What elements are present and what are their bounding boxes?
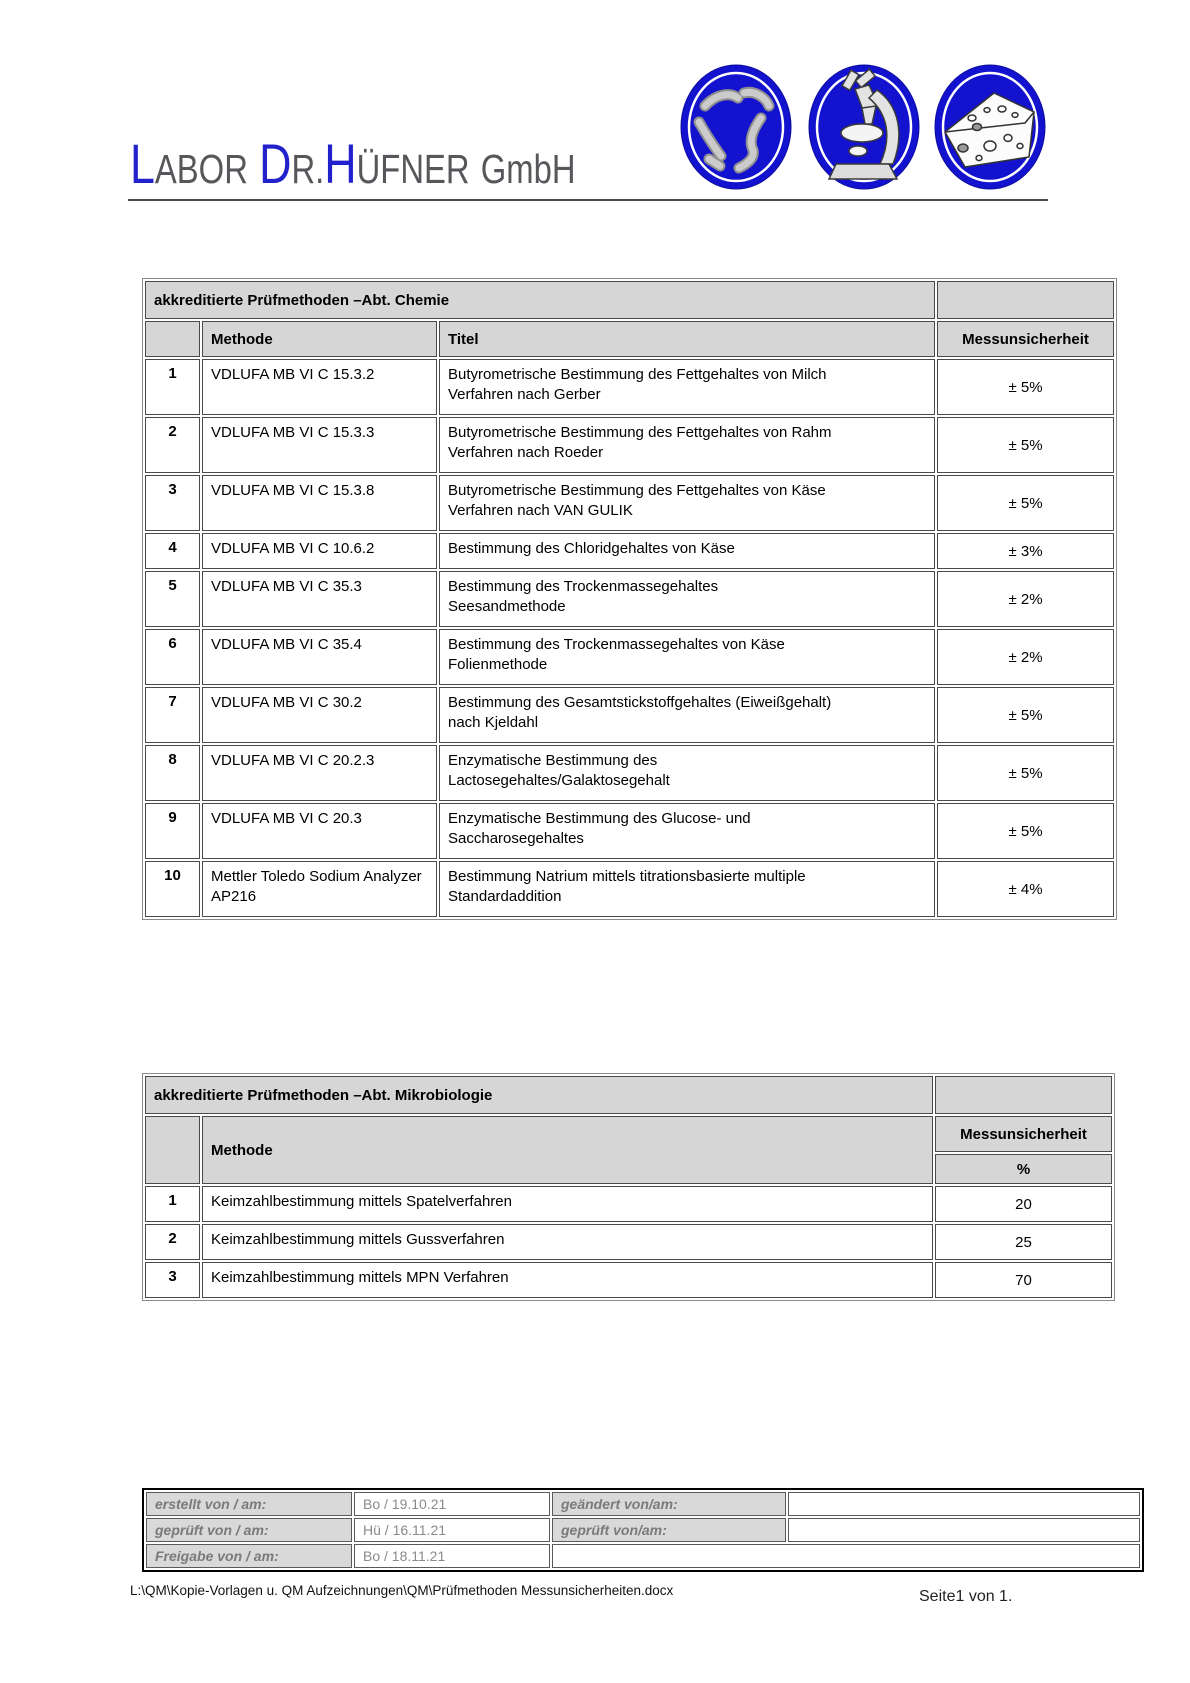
approval-row [146, 1518, 1140, 1542]
table-row [145, 861, 1114, 917]
chemie-table [142, 278, 1117, 920]
title-cell [439, 417, 935, 473]
unit-header: % [935, 1154, 1112, 1184]
title-cell [439, 629, 935, 685]
bacteria-icon [678, 62, 794, 192]
row-number: 10 [145, 861, 200, 917]
title-line: Verfahren nach Gerber [448, 386, 601, 404]
title-line: Bestimmung Natrium mittels titrationsbasierte multiple [448, 868, 806, 885]
title-line: Bestimmung des Trockenmassegehaltes [448, 578, 719, 595]
row-number: 4 [145, 533, 200, 569]
logo-letter: D [259, 132, 292, 195]
uncertainty-cell: ± 5% [937, 803, 1114, 859]
title-line: Bestimmung des Chloridgehaltes von Käse [448, 540, 735, 557]
row-number: 6 [145, 629, 200, 685]
logo-text [130, 132, 576, 195]
approval-value [788, 1518, 1140, 1542]
uncertainty-cell: ± 5% [937, 475, 1114, 531]
mikrobiologie-table [142, 1073, 1115, 1301]
approval-value: Bo / 19.10.21 [354, 1492, 550, 1516]
row-number: 5 [145, 571, 200, 627]
logo-word: R. [291, 146, 325, 192]
title-cell [439, 475, 935, 531]
table-row [145, 687, 1114, 743]
row-number: 1 [145, 359, 200, 415]
method-cell: VDLUFA MB VI C 35.3 [202, 571, 437, 627]
title-cell [439, 533, 935, 569]
table-title-row [145, 1076, 1112, 1114]
title-cell [439, 745, 935, 801]
header-rule [128, 199, 1048, 201]
title-line: Seesandmethode [448, 598, 566, 616]
method-cell: Keimzahlbestimmung mittels Spatelverfahren [202, 1186, 933, 1222]
title-cell [439, 359, 935, 415]
uncertainty-cell: 70 [935, 1262, 1112, 1298]
approval-row [146, 1544, 1140, 1568]
title-line: Butyrometrische Bestimmung des Fettgehaltes von Milch [448, 366, 827, 383]
title-line: nach Kjeldahl [448, 714, 539, 732]
approval-value [788, 1492, 1140, 1516]
logo-letter: H [324, 132, 357, 195]
table-row [145, 417, 1114, 473]
uncertainty-cell: ± 3% [937, 533, 1114, 569]
title-line: Verfahren nach VAN GULIK [448, 502, 633, 520]
uncertainty-cell: ± 2% [937, 571, 1114, 627]
table-title: akkreditierte Prüfmethoden –Abt. Mikrobiologie [145, 1076, 933, 1114]
title-line: Enzymatische Bestimmung des Glucose- und [448, 810, 751, 827]
microscope-icon [806, 62, 922, 192]
method-cell: VDLUFA MB VI C 15.3.8 [202, 475, 437, 531]
row-number: 3 [145, 475, 200, 531]
method-cell: VDLUFA MB VI C 35.4 [202, 629, 437, 685]
uncertainty-cell: 20 [935, 1186, 1112, 1222]
table-row [145, 629, 1114, 685]
approval-row [146, 1492, 1140, 1516]
title-cell [439, 803, 935, 859]
uncertainty-cell: 25 [935, 1224, 1112, 1260]
approval-table [142, 1488, 1144, 1572]
table-row [145, 1262, 1112, 1298]
cheese-icon [932, 62, 1048, 192]
table-row [145, 533, 1114, 569]
title-line: Enzymatische Bestimmung des [448, 752, 658, 769]
messunsicherheit-column-header: Messunsicherheit [935, 1116, 1112, 1152]
table-row [145, 571, 1114, 627]
table-header-row [145, 321, 1114, 357]
table-row [145, 1186, 1112, 1222]
table-row [145, 745, 1114, 801]
approval-value: Hü / 16.11.21 [354, 1518, 550, 1542]
logo-word: ABOR [154, 146, 248, 192]
approval-value: Bo / 18.11.21 [354, 1544, 550, 1568]
table-row [145, 359, 1114, 415]
method-cell: VDLUFA MB VI C 10.6.2 [202, 533, 437, 569]
page-number: Seite1 von 1. [919, 1588, 1013, 1605]
logo-letter: L [130, 132, 155, 195]
uncertainty-cell: ± 2% [937, 629, 1114, 685]
approval-value [552, 1544, 1140, 1568]
uncertainty-cell: ± 5% [937, 359, 1114, 415]
approval-label: erstellt von / am: [146, 1492, 352, 1516]
table-row [145, 475, 1114, 531]
title-line: Saccharosegehaltes [448, 830, 584, 848]
method-cell: Keimzahlbestimmung mittels Gussverfahren [202, 1224, 933, 1260]
title-line: Bestimmung des Gesamtstickstoffgehaltes (Eiweißgehalt) [448, 694, 832, 711]
methode-column-header: Methode [202, 321, 437, 357]
row-number: 9 [145, 803, 200, 859]
number-column-header [145, 321, 200, 357]
title-line: Standardaddition [448, 888, 562, 906]
method-cell: Mettler Toledo Sodium Analyzer AP216 [202, 861, 437, 917]
file-path: L:\QM\Kopie-Vorlagen u. QM Aufzeichnungen\QM\Prüfmethoden Messunsicherheiten.docx [130, 1583, 674, 1598]
table-title-row [145, 281, 1114, 319]
uncertainty-cell: ± 5% [937, 417, 1114, 473]
approval-label: Freigabe von / am: [146, 1544, 352, 1568]
table-title-spacer [935, 1076, 1112, 1114]
row-number: 2 [145, 1224, 200, 1260]
table-header-row [145, 1116, 1112, 1152]
row-number: 2 [145, 417, 200, 473]
title-cell [439, 571, 935, 627]
approval-label: geprüft von / am: [146, 1518, 352, 1542]
uncertainty-cell: ± 5% [937, 745, 1114, 801]
titel-column-header: Titel [439, 321, 935, 357]
table-row [145, 803, 1114, 859]
title-line: Butyrometrische Bestimmung des Fettgehaltes von Rahm [448, 424, 832, 441]
approval-label: geändert von/am: [552, 1492, 786, 1516]
method-cell: VDLUFA MB VI C 20.3 [202, 803, 437, 859]
row-number: 3 [145, 1262, 200, 1298]
approval-label: geprüft von/am: [552, 1518, 786, 1542]
logo-word: ÜFNER [356, 146, 470, 192]
logo-suffix: GmbH [480, 146, 576, 192]
title-cell [439, 687, 935, 743]
number-column-header [145, 1116, 200, 1184]
uncertainty-cell: ± 5% [937, 687, 1114, 743]
title-cell [439, 861, 935, 917]
table-title-spacer [937, 281, 1114, 319]
table-title: akkreditierte Prüfmethoden –Abt. Chemie [145, 281, 935, 319]
row-number: 8 [145, 745, 200, 801]
method-cell: Keimzahlbestimmung mittels MPN Verfahren [202, 1262, 933, 1298]
table-row [145, 1224, 1112, 1260]
title-line: Butyrometrische Bestimmung des Fettgehaltes von Käse [448, 482, 826, 499]
method-cell: VDLUFA MB VI C 20.2.3 [202, 745, 437, 801]
title-line: Folienmethode [448, 656, 548, 674]
uncertainty-cell: ± 4% [937, 861, 1114, 917]
method-cell: VDLUFA MB VI C 15.3.3 [202, 417, 437, 473]
row-number: 1 [145, 1186, 200, 1222]
title-line: Lactosegehaltes/Galaktosegehalt [448, 772, 670, 790]
title-line: Bestimmung des Trockenmassegehaltes von Käse [448, 636, 785, 653]
messunsicherheit-column-header: Messunsicherheit [937, 321, 1114, 357]
title-line: Verfahren nach Roeder [448, 444, 604, 462]
method-cell: VDLUFA MB VI C 15.3.2 [202, 359, 437, 415]
method-cell: VDLUFA MB VI C 30.2 [202, 687, 437, 743]
row-number: 7 [145, 687, 200, 743]
methode-column-header: Methode [202, 1116, 933, 1184]
